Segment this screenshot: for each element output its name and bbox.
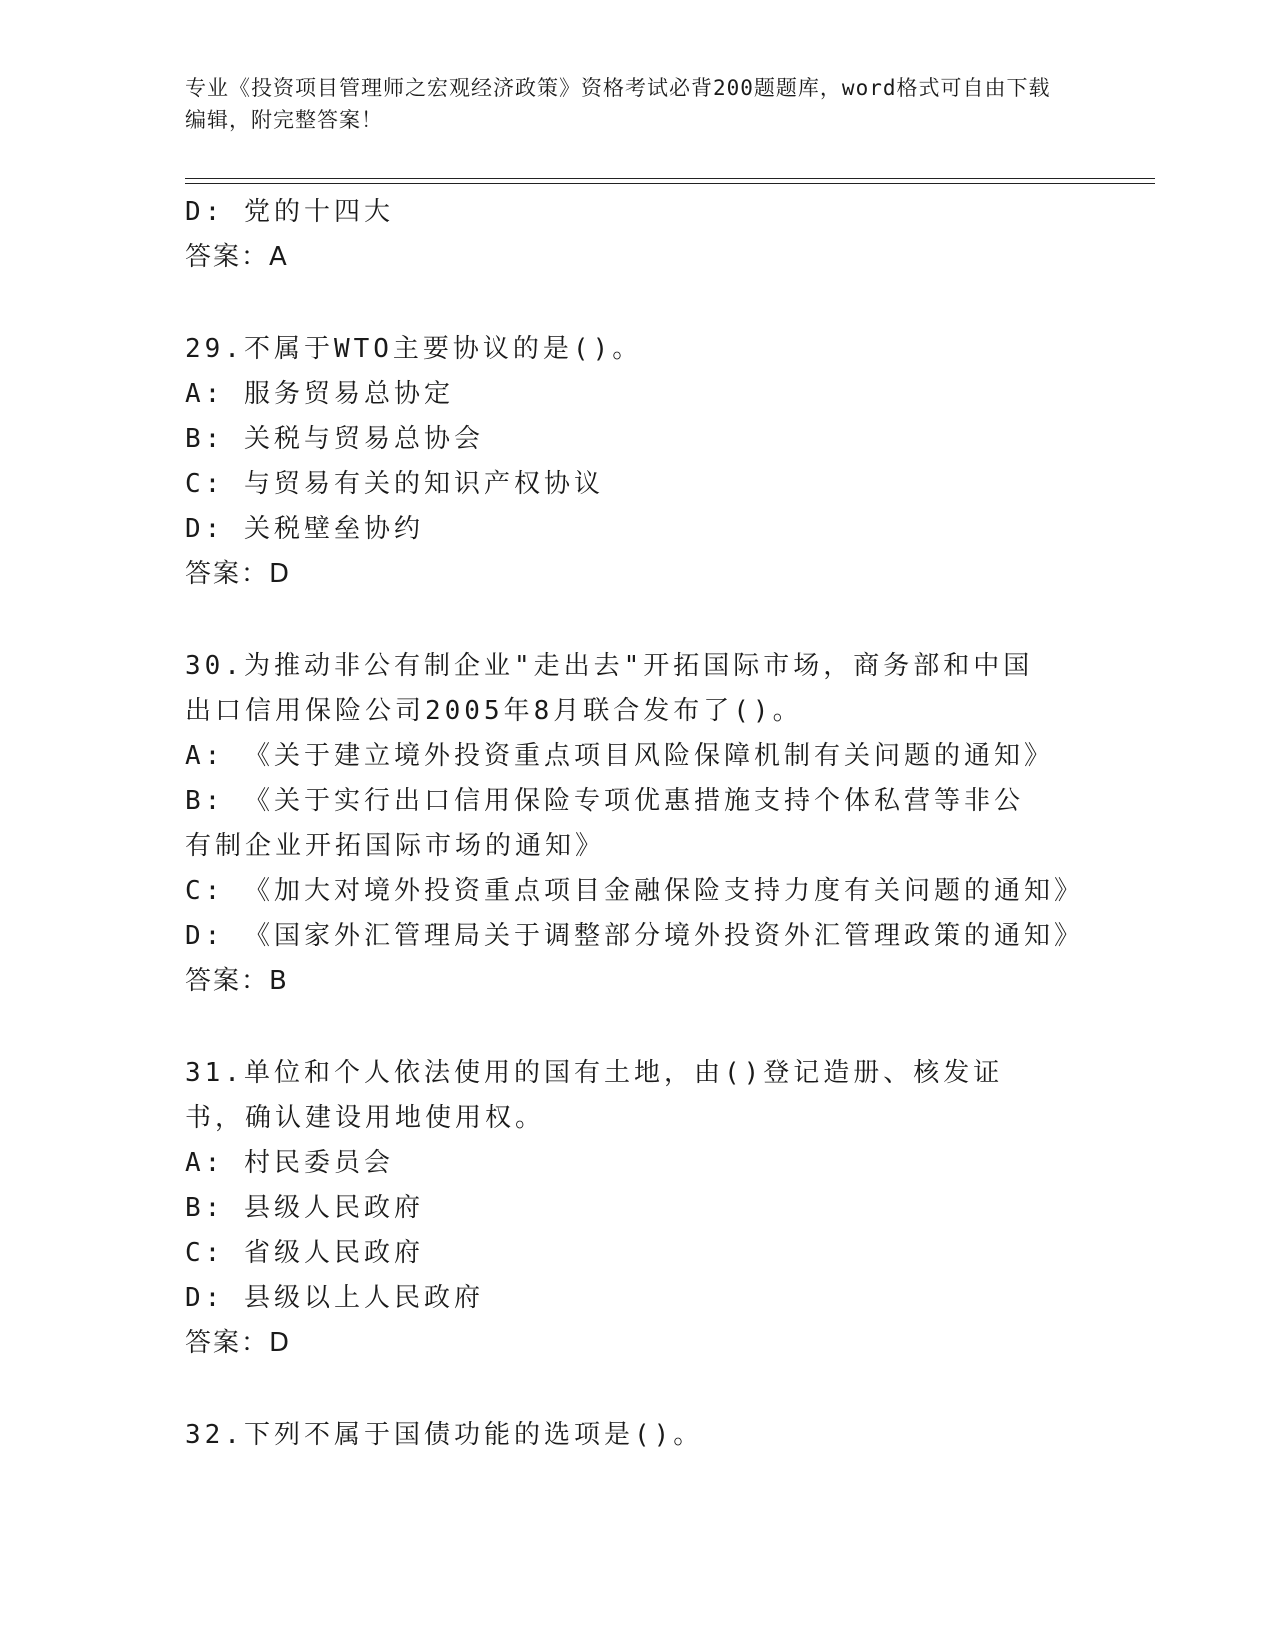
answer-line: 答案：A [185,242,289,272]
question-30 [185,644,1085,1004]
question-28-continuation [185,190,1085,280]
question-29 [185,327,1085,597]
option-b: B: 关税与贸易总协会 [185,424,484,454]
document-body [185,190,1085,1458]
option-c: C: 《加大对境外投资重点项目金融保险支持力度有关问题的通知》 [185,876,1084,906]
question-stem: 30.为推动非公有制企业"走出去"开拓国际市场，商务部和中国出口信用保险公司2005年8月联合发布了()。 [185,651,1034,726]
document-header: 专业《投资项目管理师之宏观经济政策》资格考试必背200题题库，word格式可自由下载编辑，附完整答案！ [185,76,1051,132]
option-d: D: 党的十四大 [185,197,394,227]
option-d: D: 县级以上人民政府 [185,1283,484,1313]
answer-line: 答案：D [185,1328,292,1358]
option-b: B: 《关于实行出口信用保险专项优惠措施支持个体私营等非公有制企业开拓国际市场的通知》 [185,786,1024,861]
header-divider-bottom [185,183,1155,184]
question-stem: 32.下列不属于国债功能的选项是()。 [185,1420,704,1450]
option-a: A: 村民委员会 [185,1148,394,1178]
answer-line: 答案：B [185,966,289,996]
option-d: D: 《国家外汇管理局关于调整部分境外投资外汇管理政策的通知》 [185,921,1084,951]
option-c: C: 省级人民政府 [185,1238,424,1268]
question-stem: 31.单位和个人依法使用的国有土地，由()登记造册、核发证书，确认建设用地使用权。 [185,1058,1004,1133]
header-divider-top [185,178,1155,179]
option-c: C: 与贸易有关的知识产权协议 [185,469,604,499]
option-b: B: 县级人民政府 [185,1193,424,1223]
question-stem: 29.不属于WTO主要协议的是()。 [185,334,643,364]
option-d: D: 关税壁垒协约 [185,514,424,544]
option-a: A: 《关于建立境外投资重点项目风险保障机制有关问题的通知》 [185,741,1054,771]
question-31 [185,1051,1085,1366]
option-a: A: 服务贸易总协定 [185,379,454,409]
question-32 [185,1413,1085,1458]
answer-line: 答案：D [185,559,292,589]
